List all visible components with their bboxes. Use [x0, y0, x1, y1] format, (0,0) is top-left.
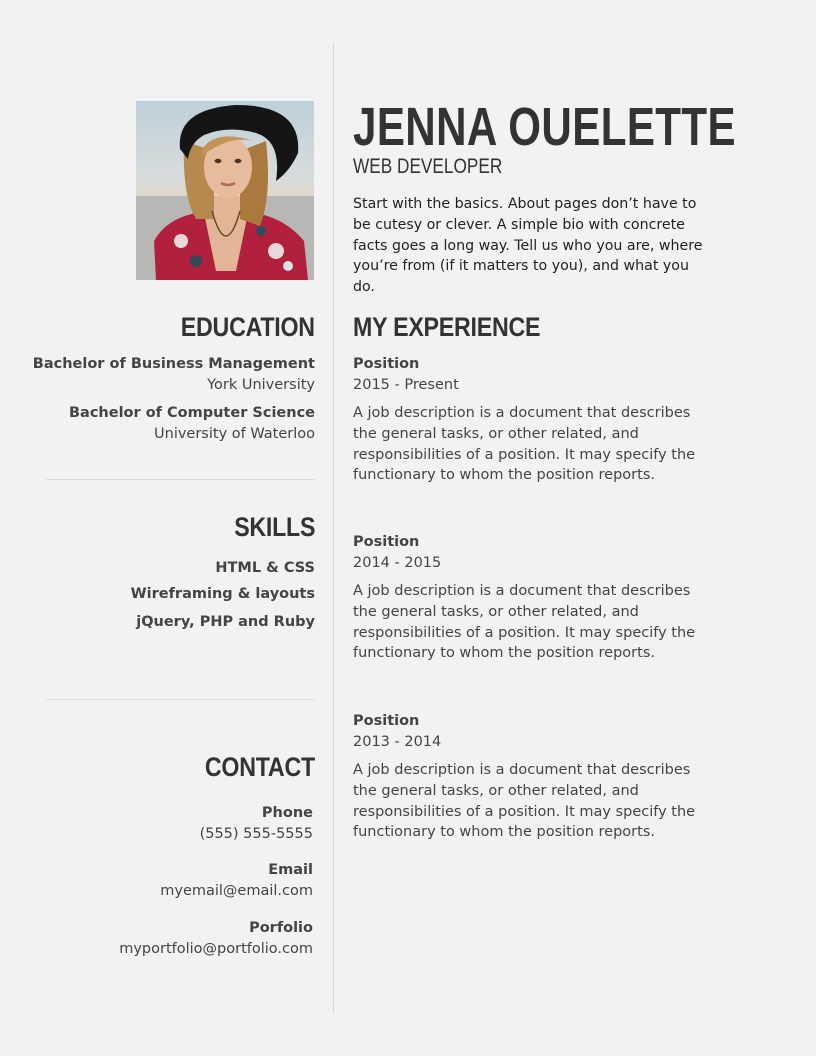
job-role: WEB DEVELOPER — [353, 155, 503, 178]
experience-section — [353, 314, 571, 341]
skills-title: SKILLS — [233, 512, 315, 542]
role-block — [353, 156, 535, 177]
skills-section — [221, 514, 315, 541]
contact-item-phone — [200, 803, 313, 845]
position-description: A job description is a document that describes the general tasks, or other related, and responsibilities of a position. It may specify the functionary to whom the position reports. — [353, 762, 696, 841]
email-value: myemail@email.com — [160, 883, 313, 899]
education-section — [159, 314, 315, 341]
education-title: EDUCATION — [181, 312, 315, 342]
contact-label: Phone — [261, 805, 313, 821]
section-divider — [46, 479, 315, 480]
position-description: A job description is a document that describes the general tasks, or other related, and responsibilities of a position. It may specify the functionary to whom the position reports. — [353, 405, 696, 484]
contact-section — [187, 754, 315, 781]
position-title: Position — [353, 356, 420, 372]
portfolio-value: myportfolio@portfolio.com — [119, 941, 313, 957]
education-degree: Bachelor of Business Management — [32, 356, 315, 372]
experience-title: MY EXPERIENCE — [353, 312, 541, 342]
bio-block — [353, 194, 703, 298]
contact-title: CONTACT — [205, 752, 315, 782]
education-item — [33, 354, 315, 396]
column-divider — [333, 42, 334, 1014]
position-description: A job description is a document that describes the general tasks, or other related, and responsibilities of a position. It may specify the functionary to whom the position reports. — [353, 583, 696, 662]
position-dates: 2014 - 2015 — [353, 555, 442, 571]
skill-item: jQuery, PHP and Ruby — [136, 614, 315, 630]
experience-item — [353, 532, 703, 664]
experience-item — [353, 711, 703, 843]
skills-list — [35, 560, 315, 640]
position-title: Position — [353, 713, 420, 729]
education-school: York University — [207, 377, 315, 393]
contact-item-portfolio — [119, 918, 313, 960]
position-dates: 2015 - Present — [353, 377, 459, 393]
position-title: Position — [353, 534, 420, 550]
education-item — [69, 403, 315, 445]
education-degree: Bachelor of Computer Science — [68, 405, 315, 421]
position-dates: 2013 - 2014 — [353, 734, 442, 750]
bio-text: Start with the basics. About pages don’t have to be cutesy or clever. A simple bio with concrete facts goes a long way. Tell us who you are, where you’re from (if it matters to you), and what you do. — [353, 196, 703, 296]
skill-item: HTML & CSS — [215, 560, 315, 576]
contact-label: Porfolio — [249, 920, 313, 936]
full-name: JENNA OUELETTE — [353, 97, 737, 157]
experience-item — [353, 354, 703, 486]
phone-value: (555) 555-5555 — [199, 826, 313, 842]
profile-photo — [136, 101, 314, 280]
skill-item: Wireframing & layouts — [130, 586, 315, 602]
education-school: University of Waterloo — [154, 426, 315, 442]
contact-item-email — [160, 860, 313, 902]
name-block — [353, 97, 816, 157]
portrait-image — [136, 101, 314, 280]
section-divider — [46, 699, 315, 700]
contact-label: Email — [268, 862, 313, 878]
